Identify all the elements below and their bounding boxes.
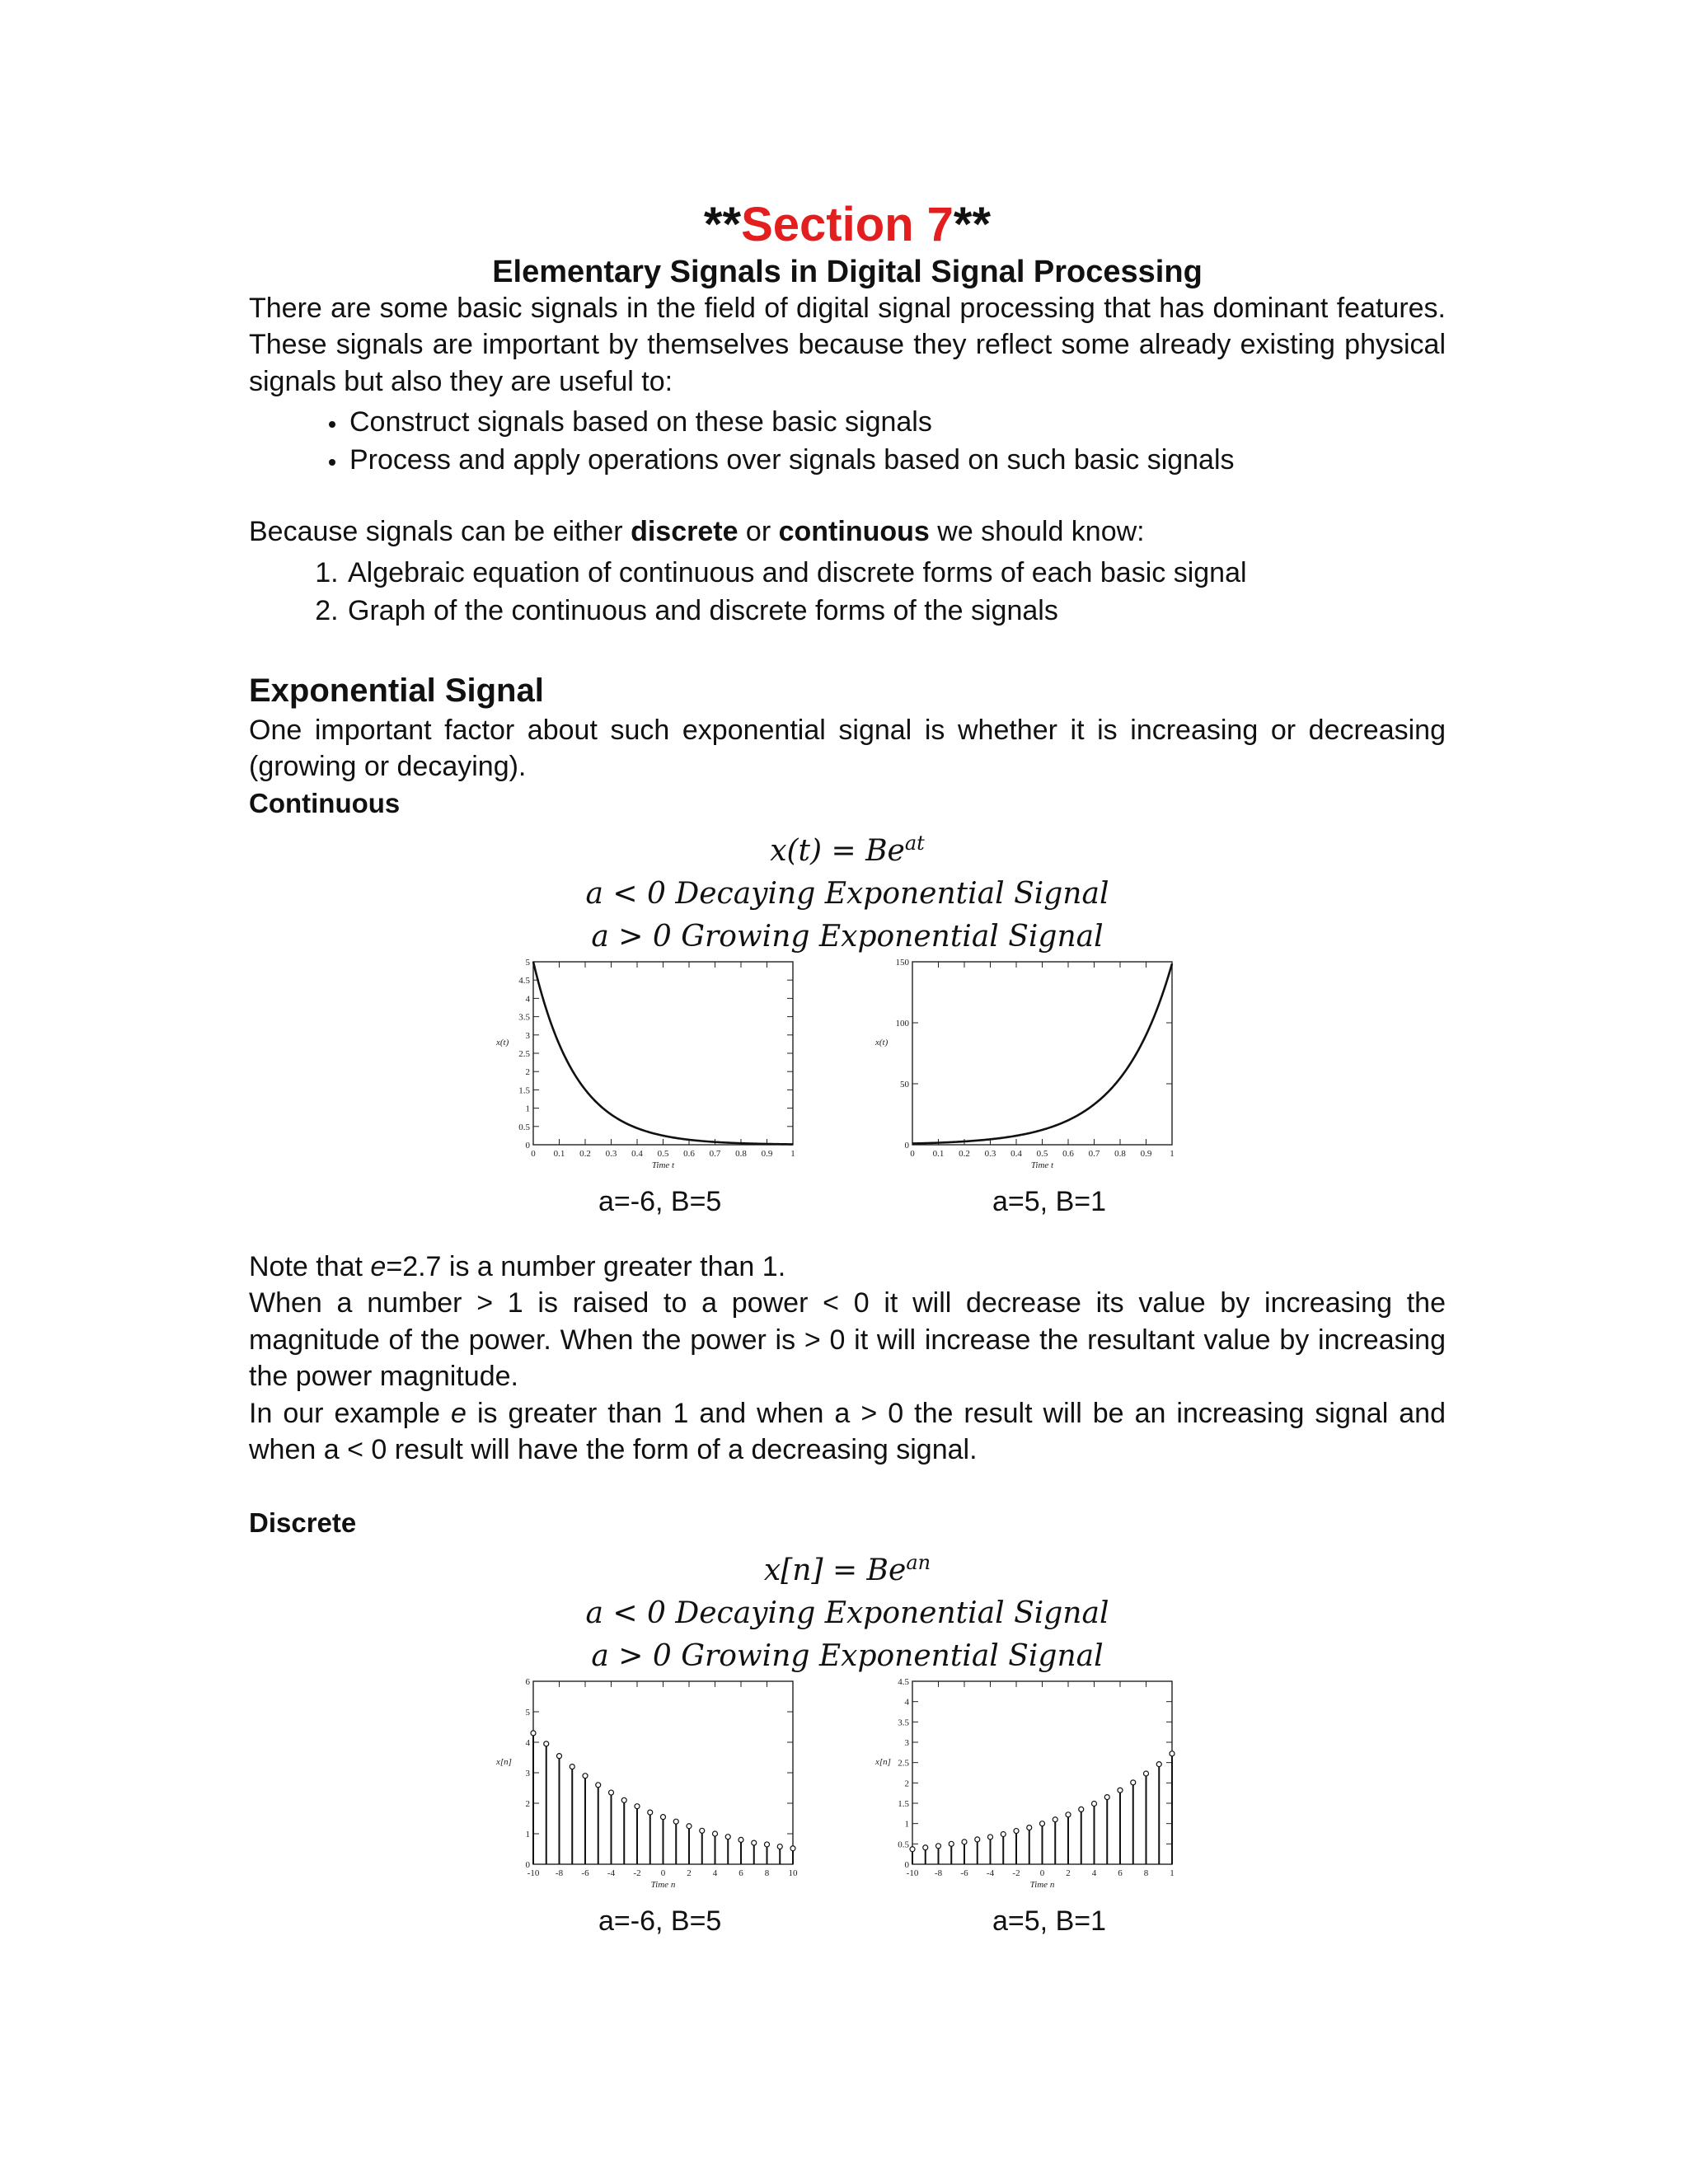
stem-point [1156, 1761, 1161, 1766]
y-tick-label: 2.5 [898, 1758, 909, 1769]
stem-point [1001, 1831, 1006, 1836]
continuous-grow-chart [867, 952, 1189, 1179]
x-tick-label: 0.3 [605, 1148, 617, 1159]
x-tick-label: -8 [555, 1868, 564, 1878]
x-tick-label: 0.2 [959, 1148, 970, 1159]
x-tick-label: 0 [660, 1868, 666, 1878]
x-axis-label: Time t [651, 1160, 675, 1170]
stem-point [544, 1741, 549, 1746]
stem-point [725, 1834, 730, 1839]
stem-point [765, 1842, 770, 1847]
discrete-equation: $x[n] = Be^{an}$ [763, 1550, 931, 1587]
x-tick-label: 0.2 [579, 1148, 591, 1159]
y-tick-label: 0 [904, 1859, 909, 1870]
y-tick-label: 4 [525, 994, 530, 1005]
x-tick-label: 0.7 [1088, 1148, 1100, 1159]
y-tick-label: 5 [525, 1707, 530, 1718]
x-axis-label: Time n [650, 1879, 676, 1890]
x-tick-label: -10 [527, 1868, 540, 1878]
x-tick-label: -2 [1012, 1868, 1020, 1878]
stem-point [923, 1844, 928, 1849]
series-line [912, 963, 1172, 1143]
because-paragraph: Because signals can be either discrete or continuous we should know: [249, 516, 1145, 548]
plot-frame [533, 962, 793, 1145]
page-subtitle: Elementary Signals in Digital Signal Processing [492, 254, 1203, 289]
stem-point [648, 1810, 653, 1815]
discrete-decay-chart [488, 1671, 809, 1898]
stem-point [949, 1841, 954, 1846]
section-title: Section 7 [741, 198, 954, 251]
x-tick-label: 1 [790, 1148, 795, 1159]
discrete-decay-condition: a < 0 Decaying Exponential Signal [585, 1596, 1109, 1630]
stem-point [700, 1828, 705, 1833]
stem-point [790, 1845, 795, 1850]
stem-point [738, 1837, 743, 1842]
continuous-heading: Continuous [249, 787, 401, 818]
document-content [249, 198, 1446, 1943]
note-paragraph: When a number > 1 is raised to a power < 0 it will decrease its value by increasing the magnitude of the power. When the power is > 0 it will increase the resultant value by increasing the power magnitude. [249, 1287, 1446, 1393]
y-tick-label: 6 [525, 1676, 530, 1687]
discrete-grow-chart [867, 1671, 1189, 1898]
y-axis-label: x[n] [875, 1756, 891, 1767]
x-tick-label: -4 [986, 1868, 995, 1878]
stem-point [1104, 1794, 1109, 1799]
stem-point [687, 1823, 692, 1828]
y-axis-label: x(t) [875, 1037, 889, 1047]
discrete-heading: Discrete [249, 1507, 357, 1538]
stem-point [557, 1753, 562, 1758]
y-tick-label: 4.5 [518, 975, 530, 986]
x-tick-label: 6 [738, 1868, 743, 1878]
stem-point [1040, 1821, 1045, 1825]
stem-point [910, 1846, 915, 1851]
x-tick-label: 0.1 [932, 1148, 945, 1159]
stem-point [1053, 1816, 1057, 1821]
x-tick-label: 0.6 [683, 1148, 695, 1159]
uses-list [249, 403, 1446, 479]
x-axis-label: Time t [1030, 1160, 1054, 1170]
stem-point [1027, 1825, 1032, 1830]
y-tick-label: 0 [904, 1140, 909, 1151]
x-tick-label: 0.1 [553, 1148, 565, 1159]
stem-point [1014, 1828, 1019, 1833]
stem-point [1144, 1771, 1149, 1776]
x-tick-label: -6 [960, 1868, 968, 1878]
y-tick-label: 50 [900, 1079, 909, 1090]
y-tick-label: 3 [525, 1030, 530, 1041]
x-tick-label: 0 [1039, 1868, 1045, 1878]
x-tick-label: 6 [1118, 1868, 1123, 1878]
y-tick-label: 4 [904, 1697, 909, 1708]
continuous-decay-chart [488, 952, 809, 1179]
intro-paragraph: There are some basic signals in the field of digital signal processing that has dominant features. These signals are important by themselves because they reflect some already existing physical signals but also they are useful to: [249, 292, 1446, 397]
x-tick-label: 1 [1170, 1148, 1175, 1159]
continuous-grow-condition: a > 0 Growing Exponential Signal [591, 919, 1104, 954]
y-tick-label: 3.5 [518, 1012, 530, 1023]
stem-point [1131, 1780, 1136, 1785]
stem-point [621, 1797, 626, 1802]
stem-point [635, 1803, 640, 1808]
continuous-equation: $x(t) = Be^{at}$ [770, 831, 925, 868]
stem-point [936, 1843, 941, 1848]
y-tick-label: 3 [525, 1768, 530, 1779]
stem-point [713, 1831, 718, 1836]
continuous-decay-condition: a < 0 Decaying Exponential Signal [585, 876, 1109, 911]
x-tick-label: 0 [531, 1148, 536, 1159]
stem-point [1170, 1751, 1175, 1756]
x-tick-label: -4 [607, 1868, 616, 1878]
discrete-figures [249, 1671, 1446, 1943]
continuous-figures [249, 952, 1446, 1224]
y-tick-label: 1 [904, 1819, 909, 1830]
stem-point [988, 1835, 993, 1840]
x-tick-label: -10 [906, 1868, 919, 1878]
stem-point [1118, 1788, 1123, 1793]
y-tick-label: 2 [904, 1779, 909, 1789]
discrete-grow-condition: a > 0 Growing Exponential Signal [591, 1638, 1104, 1673]
y-tick-label: 150 [895, 957, 909, 968]
stem-point [962, 1840, 967, 1844]
stem-point [596, 1782, 601, 1787]
exponential-heading: Exponential Signal [249, 672, 544, 709]
x-tick-label: 0.5 [1036, 1148, 1048, 1159]
x-tick-label: -2 [633, 1868, 641, 1878]
list-item: • Process and apply operations over signals based on such basic signals [348, 441, 1446, 479]
y-tick-label: 2.5 [518, 1048, 530, 1059]
stem-point [583, 1773, 588, 1778]
series-line [533, 962, 793, 1144]
x-tick-label: 8 [1143, 1868, 1149, 1878]
x-tick-label: 1 [1170, 1868, 1175, 1878]
list-item: 2. Graph of the continuous and discrete forms of the signals [346, 592, 1446, 630]
y-tick-label: 0.5 [518, 1122, 530, 1132]
stem-point [975, 1837, 980, 1842]
figure-caption: a=5, B=1 [992, 1905, 1107, 1937]
note-paragraph: Note that e=2.7 is a number greater than 1. [249, 1250, 786, 1282]
stem-point [531, 1731, 536, 1736]
stem-point [661, 1814, 666, 1819]
stem-point [752, 1840, 757, 1845]
y-tick-label: 4 [525, 1737, 530, 1748]
x-tick-label: 0.9 [1140, 1148, 1152, 1159]
stem-point [1079, 1807, 1084, 1811]
y-tick-label: 3 [904, 1737, 909, 1748]
y-tick-label: 4.5 [898, 1676, 909, 1687]
list-item: • Construct signals based on these basic signals [348, 403, 1446, 441]
x-axis-label: Time n [1029, 1879, 1055, 1890]
stem-point [609, 1790, 614, 1795]
x-tick-label: 0.4 [1010, 1148, 1022, 1159]
stem-point [777, 1844, 782, 1849]
y-tick-label: 1 [525, 1829, 530, 1840]
stem-point [1066, 1812, 1071, 1817]
note-paragraph: In our example e is greater than 1 and when a > 0 the result will be an increasing signal and when a < 0 result will have the form of a decreasing signal. [249, 1397, 1446, 1466]
y-tick-label: 100 [895, 1018, 909, 1029]
x-tick-label: 4 [712, 1868, 718, 1878]
x-tick-label: 10 [788, 1868, 798, 1878]
x-tick-label: 8 [764, 1868, 770, 1878]
stem-point [1092, 1801, 1097, 1806]
y-tick-label: 5 [525, 957, 530, 968]
y-tick-label: 0 [525, 1140, 530, 1151]
y-axis-label: x(t) [496, 1037, 509, 1047]
page-title: **Section 7** [703, 198, 992, 251]
x-tick-label: 0.9 [761, 1148, 773, 1159]
x-tick-label: 0.6 [1062, 1148, 1074, 1159]
figure-caption: a=5, B=1 [992, 1185, 1107, 1217]
y-tick-label: 1 [525, 1104, 530, 1114]
stem-point [570, 1764, 574, 1769]
y-tick-label: 0 [525, 1859, 530, 1870]
plot-frame [912, 962, 1172, 1145]
figure-caption: a=-6, B=5 [598, 1185, 722, 1217]
requirements-list [249, 554, 1446, 630]
x-tick-label: -8 [934, 1868, 943, 1878]
y-tick-label: 2 [525, 1066, 530, 1077]
y-tick-label: 1.5 [898, 1798, 909, 1809]
y-axis-label: x[n] [496, 1756, 512, 1767]
y-tick-label: 0.5 [898, 1840, 909, 1850]
exponential-intro: One important factor about such exponential signal is whether it is increasing or decreasing (growing or decaying). [249, 714, 1446, 783]
x-tick-label: 2 [1066, 1868, 1071, 1878]
y-tick-label: 3.5 [898, 1718, 909, 1728]
stem-point [673, 1819, 678, 1824]
x-tick-label: 0.7 [709, 1148, 721, 1159]
x-tick-label: 2 [687, 1868, 692, 1878]
x-tick-label: -6 [581, 1868, 589, 1878]
list-item: 1. Algebraic equation of continuous and discrete forms of each basic signal [346, 554, 1446, 592]
figure-caption: a=-6, B=5 [598, 1905, 722, 1937]
x-tick-label: 0.5 [657, 1148, 669, 1159]
x-tick-label: 0.4 [631, 1148, 643, 1159]
x-tick-label: 0 [910, 1148, 915, 1159]
x-tick-label: 0.8 [735, 1148, 747, 1159]
x-tick-label: 0.3 [984, 1148, 996, 1159]
y-tick-label: 2 [525, 1798, 530, 1809]
y-tick-label: 1.5 [518, 1085, 530, 1096]
x-tick-label: 0.8 [1114, 1148, 1126, 1159]
x-tick-label: 4 [1091, 1868, 1097, 1878]
